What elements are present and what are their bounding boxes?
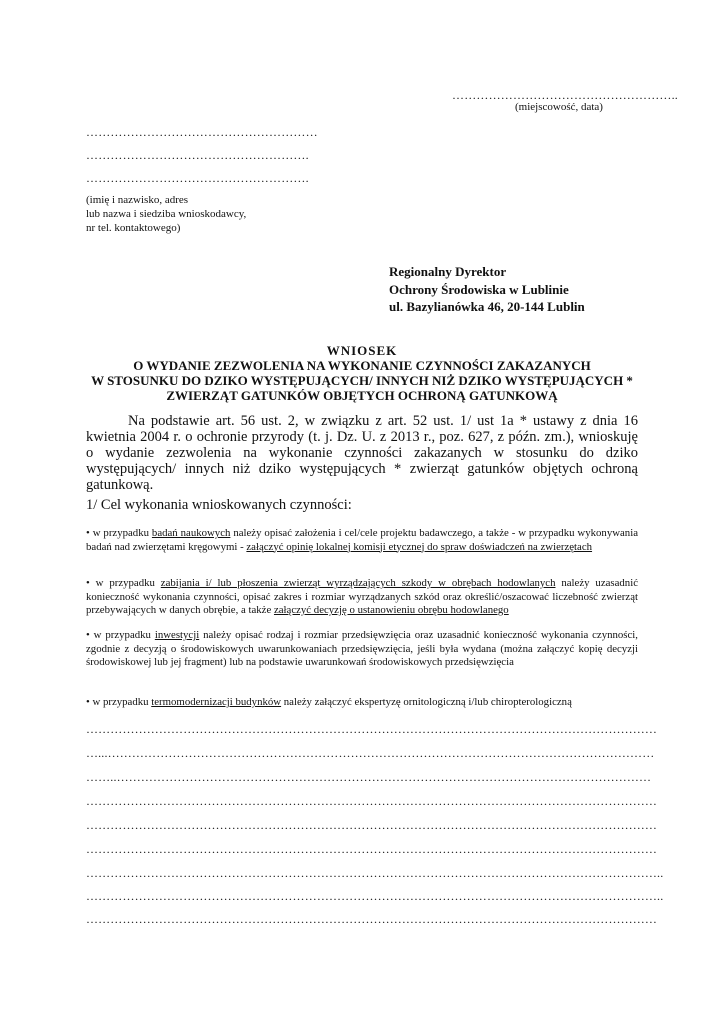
underlined-term: zabijania i/ lub płoszenia zwierząt wyrządzających szkody w obrębach hodowlanych — [160, 577, 556, 589]
fill-line-6[interactable]: …………………………………………………………………………………………………………………………… — [86, 842, 658, 856]
bullet-text: należy uzasadnić konieczność wykonania czynności, opisać zakres i rozmiar wyrządzanych szkód oraz określić/oszacować liczebność zwierząt przebywających w danych obrębie, a także — [86, 577, 638, 616]
fill-line-8[interactable]: …………………………………………………………………………………………………………………………….. — [86, 889, 664, 903]
sender-line-3[interactable]: ………………………………………………. — [86, 171, 309, 185]
bullet-text: należy opisać założenia i cel/cele projektu badawczego, a także - w przypadku wykonywania badań nad zwierzętami kręgowymi - — [86, 527, 638, 553]
sender-caption-line: lub nazwa i siedziba wnioskodawcy, — [86, 208, 247, 220]
title-line: ZWIERZĄT GATUNKÓW OBJĘTYCH OCHRONĄ GATUNKOWĄ — [166, 388, 558, 403]
fill-line-7[interactable]: …………………………………………………………………………………………………………………………….. — [86, 866, 664, 880]
intro-paragraph — [86, 413, 638, 493]
section-heading: 1/ Cel wykonania wnioskowanych czynności: — [86, 497, 352, 513]
recipient-line: Regionalny Dyrektor — [389, 264, 507, 279]
bullet-text: • w przypadku — [86, 577, 161, 589]
bullet-culling — [86, 577, 638, 618]
recipient-line: Ochrony Środowiska w Lublinie — [389, 281, 569, 297]
fill-line-3[interactable]: ……..…………………………………………………………………………………………………………………… — [86, 770, 652, 784]
bullet-research — [86, 527, 638, 554]
sender-caption-line: nr tel. kontaktowego) — [86, 222, 181, 234]
bullet-thermomodernization — [86, 696, 638, 710]
sender-caption — [86, 193, 306, 235]
fill-line-1[interactable]: …………………………………………………………………………………………………………………………… — [86, 722, 658, 736]
bullet-text: • w przypadku — [86, 527, 152, 539]
fill-line-2[interactable]: …...……………………………………………………………………………………………………………………… — [86, 746, 655, 760]
bullet-text: należy opisać rodzaj i rozmiar przedsięwzięcia oraz uzasadnić konieczność wykonania czynności, zgodnie z decyzją o środowiskowych uwarunkowaniach przedsięwzięcia, jeśli była wydana (można załączyć kopię decyzji środowiskowej lub jej fragment) lub na podstawie uwarunkowań środowiskowych przedsięwzięcia — [86, 629, 638, 668]
bullet-text: • w przypadku — [86, 696, 152, 708]
title-line: O WYDANIE ZEZWOLENIA NA WYKONANIE CZYNNOŚCI ZAKAZANYCH — [133, 358, 591, 373]
recipient-block — [389, 263, 689, 316]
recipient-line: ul. Bazylianówka 46, 20-144 Lublin — [389, 299, 585, 314]
bullet-text: należy załączyć ekspertyzę ornitologiczną i/lub chiropterologiczną — [281, 696, 572, 708]
underlined-term: załączyć decyzję o ustanowieniu obrębu hodowlanego — [273, 604, 509, 616]
document-title — [86, 343, 638, 403]
bullet-text: • w przypadku — [86, 629, 155, 641]
sender-caption-line: (imię i nazwisko, adres — [86, 194, 189, 206]
underlined-term: badań naukowych — [151, 527, 231, 539]
underlined-term: termomodernizacji budynków — [151, 696, 282, 708]
fill-line-5[interactable]: …………………………………………………………………………………………………………………………… — [86, 818, 658, 832]
sender-line-1[interactable]: ………………………………………………… — [86, 125, 318, 139]
title-line: W STOSUNKU DO DZIKO WYSTĘPUJĄCYCH/ INNYCH NIŻ DZIKO WYSTĘPUJĄCYCH * — [91, 373, 633, 388]
underlined-term: inwestycji — [154, 629, 200, 641]
place-date-label: (miejscowość, data) — [515, 101, 603, 113]
underlined-term: załączyć opinię lokalnej komisji etycznej do spraw doświadczeń na zwierzętach — [246, 540, 593, 553]
intro-text: Na podstawie art. 56 ust. 2, w związku z art. 52 ust. 1/ ust 1a * ustawy z dnia 16 kwietnia 2004 r. o ochronie przyrody (t. j. Dz. U. z 2013 r., poz. 627, z późn. zm.), wnioskuję o wydanie zezwolenia na wykonanie czynności zakazanych w stosunku do dziko występujących/ innych niż dziko występujących * zwierząt gatunków objętych ochroną gatunkową. — [86, 413, 638, 493]
place-date-dots[interactable]: ……………………………………………….. — [452, 88, 678, 102]
sender-line-2[interactable]: ………………………………………………. — [86, 148, 309, 162]
fill-line-9[interactable]: …………………………………………………………………………………………………………………………… — [86, 912, 658, 926]
bullet-investment — [86, 629, 638, 670]
fill-line-4[interactable]: …………………………………………………………………………………………………………………………… — [86, 794, 658, 808]
title-line: WNIOSEK — [326, 343, 398, 358]
